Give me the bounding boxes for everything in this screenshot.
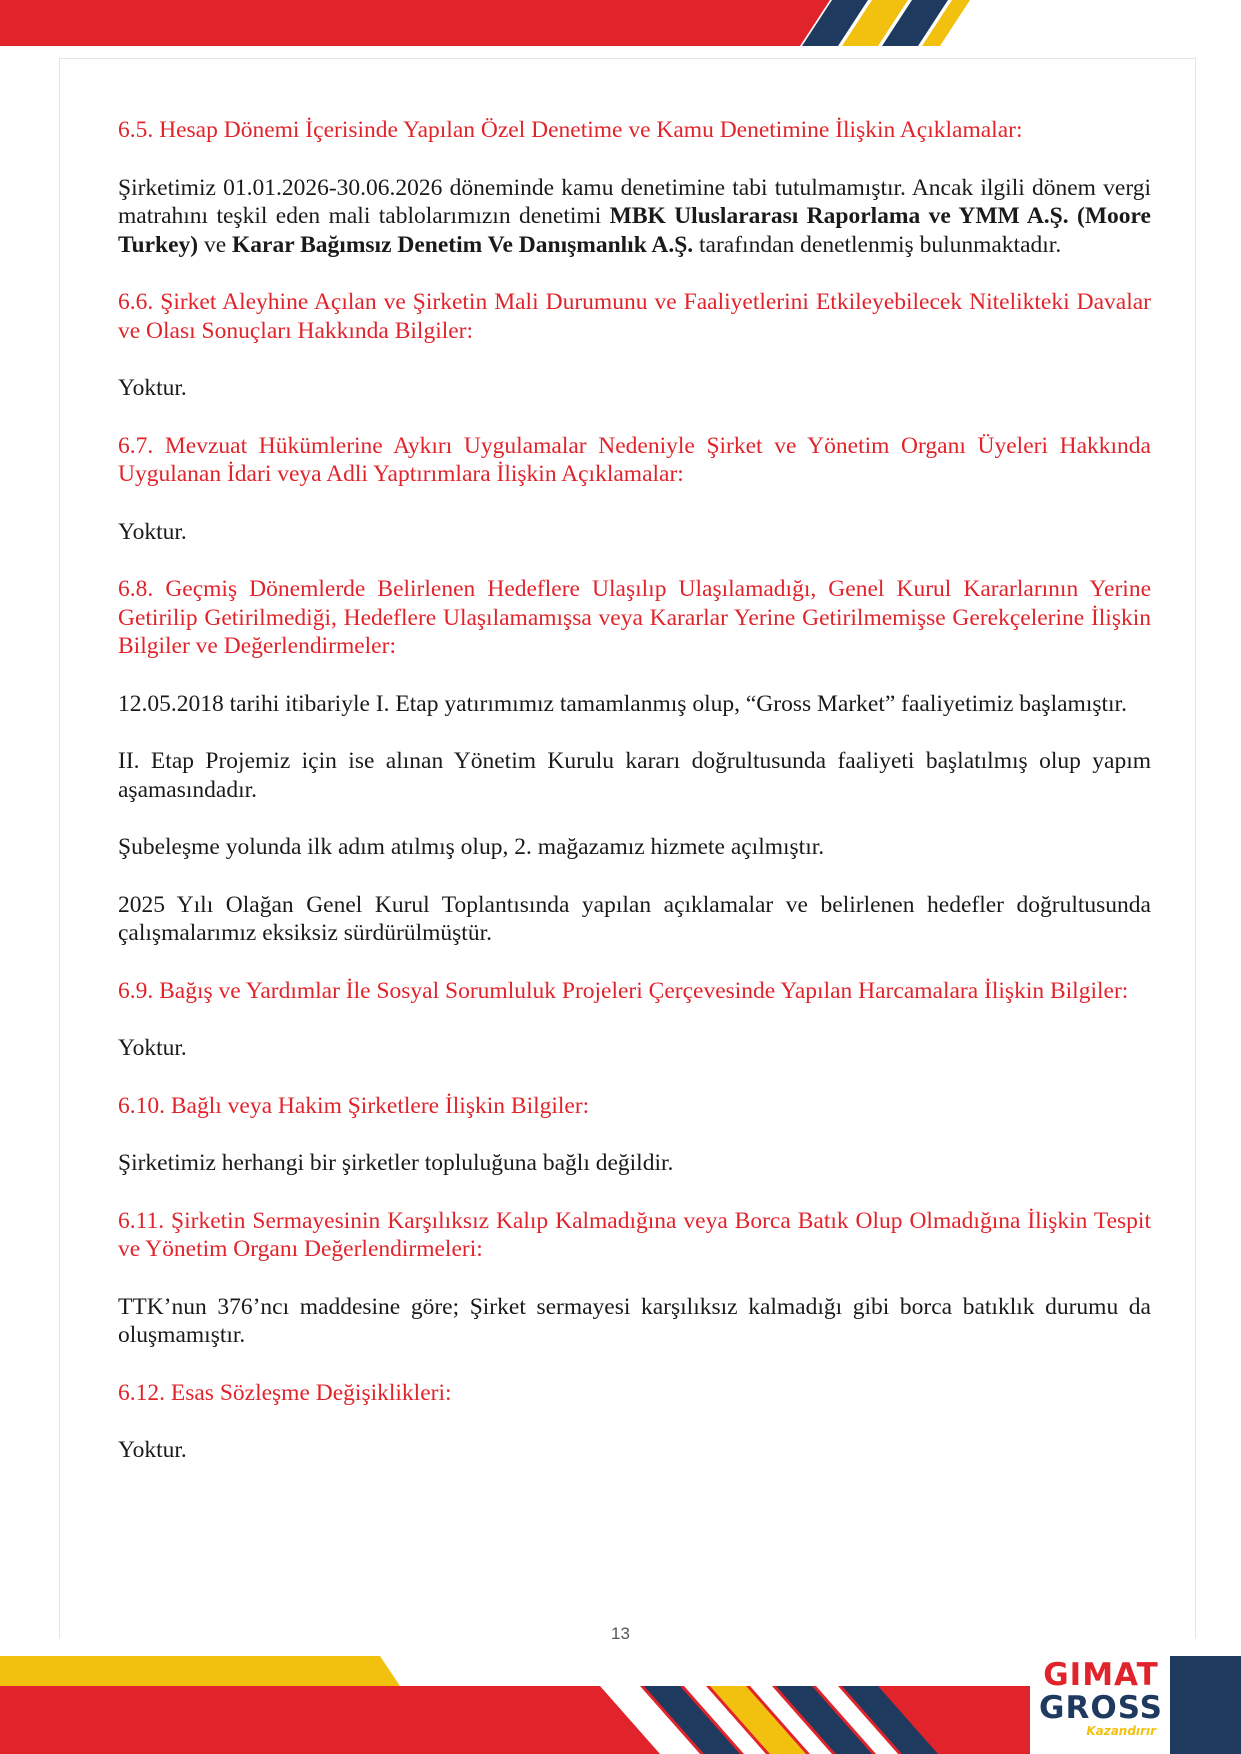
section-6-5-auditor-1: MBK Uluslararası Raporlama ve YMM A.Ş. (Moore Turkey)	[118, 203, 1151, 258]
header-decoration	[0, 0, 1241, 60]
section-6-7-heading: 6.7. Mevzuat Hükümlerine Aykırı Uygulamalar Nedeniyle Şirket ve Yönetim Organı Üyeleri Hakkında Uygulanan İdari veya Adli Yaptırımlara İlişkin Açıklamalar:	[118, 432, 1151, 487]
section-6-10-heading: 6.10. Bağlı veya Hakim Şirketlere İlişkin Bilgiler:	[118, 1092, 590, 1119]
section-6-9-heading: 6.9. Bağış ve Yardımlar İle Sosyal Sorumluluk Projeleri Çerçevesinde Yapılan Harcamalara İlişkin Bilgiler:	[118, 977, 1129, 1004]
section-6-5-text-a: Şirketimiz 01.01.2026-30.06.2026 döneminde kamu denetimine tabi tutulmamıştır. Ancak ilgili dönem vergi matrahını teşkil eden mali tablolarımızın denetimi	[118, 174, 1151, 229]
section-6-11-body: TTK’nun 376’ncı maddesine göre; Şirket sermayesi karşılıksız kalmadığı gibi borca batıklık durumu da oluşmamıştır.	[118, 1293, 1151, 1348]
section-6-8-paragraph-3: Şubeleşme yolunda ilk adım atılmış olup, 2. mağazamız hizmete açılmıştır.	[118, 834, 825, 860]
company-logo	[1036, 1658, 1166, 1754]
section-6-5-body	[118, 174, 1151, 260]
section-6-12-heading: 6.12. Esas Sözleşme Değişiklikleri:	[118, 1379, 452, 1406]
section-6-6-heading: 6.6. Şirket Aleyhine Açılan ve Şirketin Mali Durumunu ve Faaliyetlerini Etkileyebilecek Nitelikteki Davalar ve Olası Sonuçları Hakkında Bilgiler:	[118, 289, 1151, 344]
section-6-5-text-e: tarafından denetlenmiş bulunmaktadır.	[693, 231, 1062, 258]
section-6-8-paragraph-2: II. Etap Projemiz için ise alınan Yönetim Kurulu kararı doğrultusunda faaliyeti başlatılmış olup yapım aşamasındadır.	[118, 748, 1151, 803]
section-6-12-body: Yoktur.	[118, 1437, 187, 1463]
section-6-9-body: Yoktur.	[118, 1035, 187, 1061]
section-6-8-paragraph-4: 2025 Yılı Olağan Genel Kurul Toplantısında yapılan açıklamalar ve belirlenen hedefler doğrultusunda çalışmalarımız eksiksiz sürdürülmüştür.	[118, 891, 1151, 946]
document-body	[118, 116, 1151, 1494]
section-6-5-auditor-2: Karar Bağımsız Denetim Ve Danışmanlık A.Ş.	[232, 231, 694, 258]
footer-yellow-band	[0, 1656, 400, 1686]
page-number: 13	[611, 1624, 630, 1643]
logo-line-1: GIMAT	[1043, 1657, 1159, 1693]
section-6-10-body: Şirketimiz herhangi bir şirketler topluluğuna bağlı değildir.	[118, 1150, 674, 1176]
section-6-5-heading: 6.5. Hesap Dönemi İçerisinde Yapılan Özel Denetime ve Kamu Denetimine İlişkin Açıklamalar:	[118, 117, 1023, 143]
section-6-11-heading: 6.11. Şirketin Sermayesinin Karşılıksız Kalıp Kalmadığına veya Borca Batık Olup Olmadığına İlişkin Tespit ve Yönetim Organı Değerlendirmeleri:	[118, 1207, 1151, 1262]
section-6-5-text-c: ve	[198, 231, 233, 258]
section-6-6-body: Yoktur.	[118, 375, 187, 401]
section-6-8-paragraph-1: 12.05.2018 tarihi itibariyle I. Etap yatırımımız tamamlanmış olup, “Gross Market” faaliyetimiz başlamıştır.	[118, 690, 1127, 717]
section-6-8-heading: 6.8. Geçmiş Dönemlerde Belirlenen Hedeflere Ulaşılıp Ulaşılamadığı, Genel Kurul Kararlarının Yerine Getirilip Getirilmediği, Hedeflere Ulaşılamamışsa veya Kararlar Yerine Getirilmemişse Gerekçelerine İlişkin Bilgiler ve Değerlendirmeler:	[118, 576, 1151, 659]
section-6-7-body: Yoktur.	[118, 518, 187, 545]
logo-tagline: Kazandırır	[1086, 1724, 1156, 1738]
footer-navy-block	[1170, 1656, 1241, 1754]
logo-line-2: GROSS	[1039, 1690, 1163, 1726]
